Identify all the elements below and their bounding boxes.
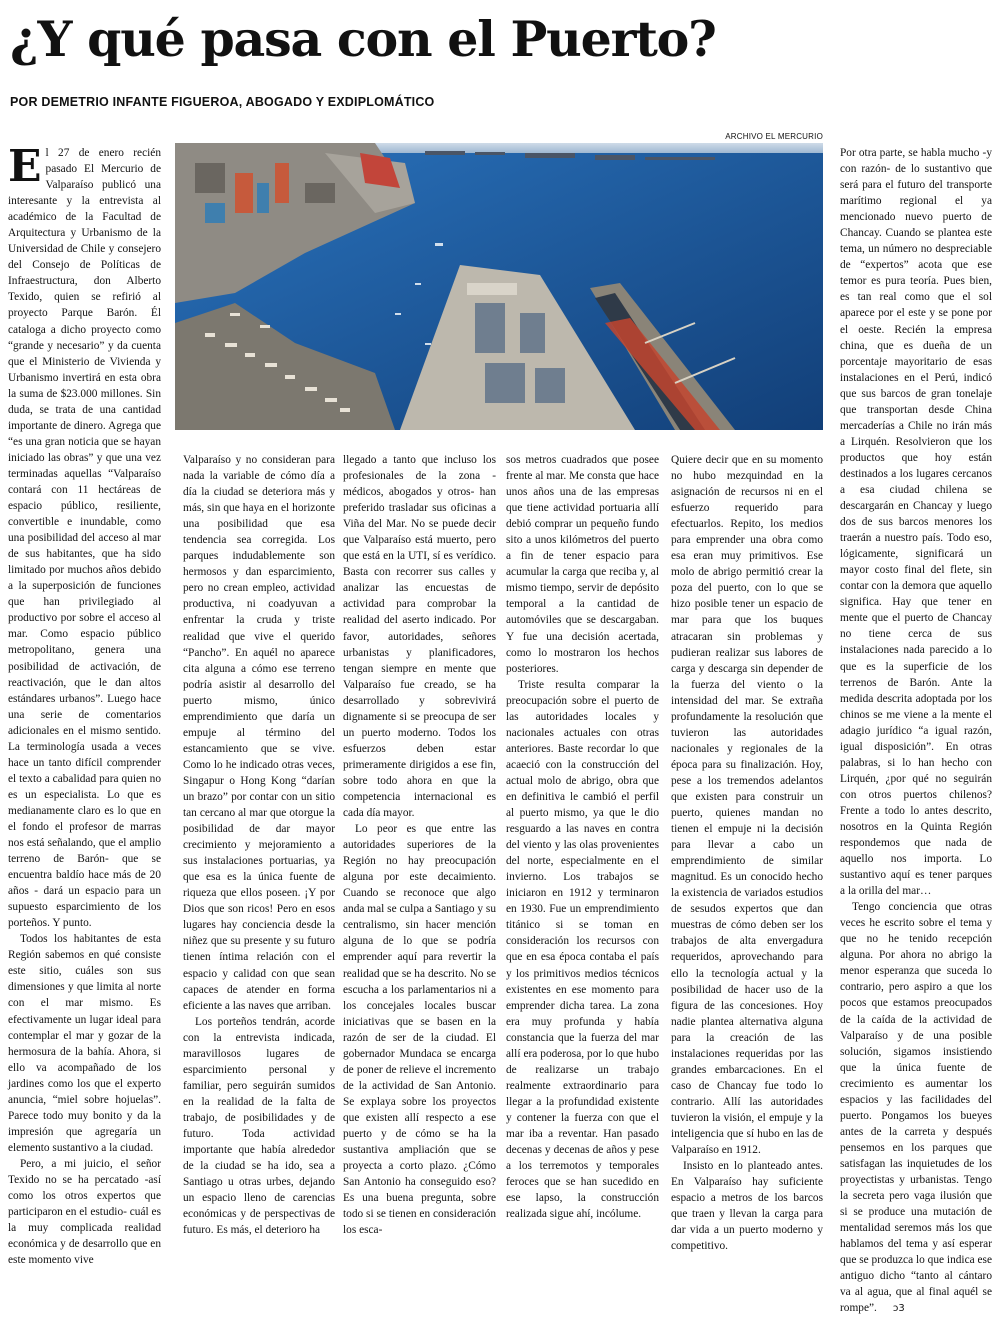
- article-byline: POR DEMETRIO INFANTE FIGUEROA, ABOGADO Y EXDIPLOMÁTICO: [10, 95, 435, 109]
- end-mark-icon: ↄ3: [892, 1303, 905, 1315]
- article-column-3: [343, 452, 496, 1237]
- paragraph: [840, 899, 992, 1317]
- article-column-4: [506, 452, 659, 1221]
- paragraph: llegado a tanto que incluso los profesionales de la zona -médicos, abogados y otros- han preferido trasladar sus oficinas a Viña del Mar. No se puede decir que Valparaíso está muerto, pero que está en la UTI, sí es verídico. Basta con recorrer sus calles y analizar las encuestas de actividad para comprobar la realidad del aserto indicado. Por favor, autoridades, señores urbanistas y planificadores, tengan siempre en mente que Valparaíso fue creado, se ha desarrollado y sobrevivirá dignamente si se preocupa de ser un puerto moderno. Todos los esfuerzos deben estar primeramente dirigidos a ese fin, sobre todo ahora en que la competencia internacional es cada día mayor.: [343, 454, 496, 820]
- port-aerial-photo: [175, 143, 823, 430]
- paragraph: Valparaíso y no consideran para nada la variable de cómo día a día la ciudad se deteriora más y más, sin que haya en el horizonte una posibilidad que esa tendencia sea corregida. Los parques indudablemente son hermosos y dan esparcimiento, pero no crean empleo, actividad productiva, ni coadyuvan a enfrentar la cruda y triste realidad que vive el querido “Pancho”. En aquél no aparece cita alguna a cómo ese terreno podría asistir al desarrollo del puerto mismo, único emprendimiento que daría un empuje al término del estancamiento que se vive. Como lo he indicado otras veces, Singapur o Hong Kong “darían un brazo” por contar con un sitio tan cercano al mar que otorgue la posibilidad de dar mayor crecimiento y mejoramiento a sus instalaciones portuarias, ya que esa es la única fuente de riqueza que ellos poseen. ¡Y por Dios que son ricos! Pero en esos lugares hay conciencia desde la niñez que su presente y su futuro tienen íntima relación con el espacio y calidad con que sean capaces de atender en forma eficiente a las naves que arriban.: [183, 454, 335, 1012]
- photo-credit: ARCHIVO EL MERCURIO: [725, 132, 823, 141]
- paragraph: Pero, a mi juicio, el señor Texido no se ha percatado -así como los otros expertos que participaron en el estudio- cuál es la muy complicada realidad económica y de desarrollo que en este momento vive: [8, 1157, 161, 1267]
- drop-cap: E: [8, 141, 42, 192]
- paragraph: Los porteños tendrán, acorde con la entrevista indicada, maravillosos lugares de esparcimiento personal y familiar, pero seguirán sumidos en la realidad de la falta de trabajo, de posibilidades y de futuro. Toda actividad importante que había alrededor de la ciudad se ha ido, sea a Santiago u otras urbes, dejando un espacio lleno de carencias económicas y de perspectivas de futuro. Es más, el deterioro ha: [183, 1015, 335, 1237]
- article-column-6: [840, 145, 992, 1315]
- paragraph: Lo peor es que entre las autoridades superiores de la Región no hay preocupación alguna por este decaimiento. Cuando se reconoce que algo anda mal se culpa a Santiago y su centralismo, sin hacer mención alguna de lo que se podría emprender aquí para revertir la realidad que se ha descrito. No se escucha a los parlamentarios ni a los concejales locales buscar iniciativas que se basen en la razón de ser de la ciudad. El gobernador Mundaca se encarga de poner de relieve el incremento de la actividad de San Antonio. Se explaya sobre los proyectos que existen allí respecto a ese puerto y de cómo se ha la sustantiva ampliación que se proyecta a corto plazo. ¿Cómo San Antonio ha conseguido eso? Es una buena pregunta, sobre todo si se tienen en consideración los esca-: [343, 823, 496, 1237]
- article-column-5: [671, 452, 823, 1253]
- paragraph: sos metros cuadrados que posee frente al mar. Me consta que hace unos años una de las empresas que tiene actividad portuaria allí debió comprar un pequeño fundo sito a unos kilómetros del puerto a fin de tener espacio para acumular la carga que reciba y, al mismo tiempo, servir de depósito temporal a la cantidad de automóviles que se descargaban. Y fue una decisión acertada, como lo mostraron los hechos posteriores.: [506, 454, 659, 675]
- paragraph-text: Tengo conciencia que otras veces he escrito sobre el tema y que no he tenido recepción alguna. Por ahora no abrigo la menor esperanza que suceda lo contrario, pero aspiro a que los pocos que estamos preocupados de la caída de la actividad de Valparaíso y de una posible solución, sigamos insistiendo que la única fuente de crecimiento es aumentar los espacios y las facilidades del puerto. Pongamos los bueyes antes de la carreta y después pensemos en los parques que satisfagan las inquietudes de los proyectistas y urbanistas. Tengo la secreta pero vaga ilusión que si se produce una mutación de mentalidad seremos más los que hablamos del tema y así esperar que se produzca lo que indica ese antiguo dicho “tanto al cántaro va al agua, que al final aquél se rompe”.: [840, 901, 992, 1315]
- article-title: ¿Y qué pasa con el Puerto?: [10, 10, 716, 68]
- article-column-1: [8, 141, 161, 1267]
- article-column-2: [183, 452, 335, 1237]
- paragraph-text: l 27 de enero recién pasado El Mercurio de Valparaíso publicó una interesante y la entrevista al académico de la Facultad de Arquitectura y Urbanismo de la Universidad de Chile y consejero del Consejo de Políticas de Infraestructura, don Alberto Texido, quien se refirió al proyecto Parque Barón. Él cataloga a dicho proyecto como “grande y necesario” y da cuenta que el Ministerio de Vivienda y Urbanismo invertirá en esta obra la suma de $23.000 millones. Sin duda, se trata de una cantidad importante de dinero. Agrega que “es una gran noticia que se hayan iniciado las obras” y que una vez terminadas aquellas “Valparaíso contará con 11 hectáreas de espacio público, resiliente, convertible e inundable, como una posibilidad del acceso al mar de sus habitantes, que ha sido limitado por muchos años debido a la superposición de funciones que han privilegiado al productivo por sobre el acceso al mar. Como espacio público metropolitano, genera una posibilidad de activación, de reactivación, que le dan altos estándares urbanos”. Luego hace una serie de comentarios adicionales en el mismo sentido. La terminología usada a veces hace un tanto difícil comprender el texto a cabalidad para quien no es un especialista. Lo que es medianamente claro es lo que en el fondo el profesor de marras nos está señalando, que el amplio terreno de Barón- que se encuentra baldío hace más de 20 años - dará un espacio para un supuesto esparcimiento de los porteños. Y punto.: [8, 147, 161, 930]
- paragraph: Por otra parte, se habla mucho -y con razón- de lo sustantivo que será para el futuro del transporte marítimo regional el ya mencionado nuevo puerto de Chancay. Cuando se plantea este tema, un número no despreciable de “expertos” acota que ese temor es pura teoría. Pues bien, es tan real como que el sol aparece por el este y se pone por el oeste. Recién la empresa china, que es dueña de un porcentaje mayoritario de esas instalaciones en el Perú, indicó que sus barcos de gran tonelaje que transportan desde China mercaderías a Chile no irán más a Lirquén. Resolvieron que los productos que hoy están destinados a los lugares cercanos a esa ciudad chilena se descargarán en Chancay y luego dos de sus barcos menores los traerán a nuestro país. Todo eso, lógicamente, significará un mayor costo final del flete, sin contar con la demora que aquello significa. Hay que tener en mente que el puerto de Chancay no tiene cerca de sus instalaciones nada parecido a lo que es la superficie de los terrenos de Barón. Ante la medida descrita adoptada por los chinos se me viene a la mente el adagio jurídico “a igual razón, igual disposición”. En otras palabras, si lo han hecho con Lirquén, ¿por qué no seguirán con otros puertos chilenos? Frente a todo lo antes descrito, nosotros en la Quinta Región respondemos que nada de aquello nos importa. Lo sustantivo aquí es tener parques a la orilla del mar…: [840, 147, 992, 898]
- paragraph: [8, 141, 161, 931]
- paragraph: Insisto en lo planteado antes. En Valparaíso hay suficiente espacio a metros de los barcos que traen y llevan la carga para dar vida a un puerto moderno y competitivo.: [671, 1160, 823, 1253]
- paragraph: Quiere decir que en su momento no hubo mezquindad en la asignación de recursos ni en el esfuerzo requerido para efectuarlos. Repito, los medios para emprender una obra como esa eran muy primitivos. Ese molo de abrigo permitió crear la poza del puerto, con lo que se hizo posible tener un espacio de mar para que los buques atracaran sin problemas y pudieran realizar sus labores de carga y descarga sin depender de la fuerza del viento o la intensidad del mar. Se extraña profundamente la resolución que tuvieron las autoridades nacionales y regionales de la época para su finalización. Hoy, pese a los tremendos adelantos que existen para construir un puerto, quienes mandan no tienen el empuje ni la decisión para llevar a cabo un emprendimiento de similar magnitud. Es un conocido hecho la existencia de variados estudios de sesudos expertos que dan muestras de cómo deben ser los trabajos de alta envergadura requeridos, aprovechando para ello la tecnología actual y la posibilidad de hacer uso de la figura de las concesiones. Hoy nadie plantea alternativa alguna para la creación de las instalaciones requeridas por las grandes embarcaciones. En el caso de Chancay fue todo lo contrario. Allí las autoridades tuvieron la visión, el empuje y la inteligencia que sí hubo en las de Valparaíso en 1912.: [671, 454, 823, 1157]
- paragraph: Triste resulta comparar la preocupación sobre el puerto de las autoridades locales y nacionales actuales con otras anteriores. Baste recordar lo que acaeció con la construcción del actual molo de abrigo, obra que en definitiva le cambió el perfil al puerto mismo, ya que le dio resguardo a las naves en contra del viento y las olas provenientes del norte, especialmente en el invierno. Los trabajos se iniciaron en 1912 y terminaron en 1930. Fue un emprendimiento titánico si se toman en consideración los recursos con que en esa época contaba el país y los primitivos medios técnicos existentes en ese momento para emprender dicha tarea. La zona era muy profunda y había constancia que la fuerza del mar allí era poderosa, por lo que hubo de realizarse un trabajo realmente extraordinario para llegar a la profundidad existente y contener la fuerza con que el mar iba a reventar. Han pasado decenas y decenas de años y pese a los terremotos y temporales feroces que se han sucedido en ese lapso, la construcción realizada sigue ahí, incólume.: [506, 678, 659, 1221]
- paragraph: Todos los habitantes de esta Región sabemos en qué consiste este sitio, cuáles son sus dimensiones y que limita al norte con el mar mismo. Es efectivamente un lugar ideal para contemplar el mar y gozar de la hermosura de la bahía. Ahora, si ello va acompañado de los jardines como los que el experto anuncia, “miel sobre hojuelas”. Parece todo muy bonito y da la impresión que agregaría un elemento sustantivo a la ciudad.: [8, 933, 161, 1154]
